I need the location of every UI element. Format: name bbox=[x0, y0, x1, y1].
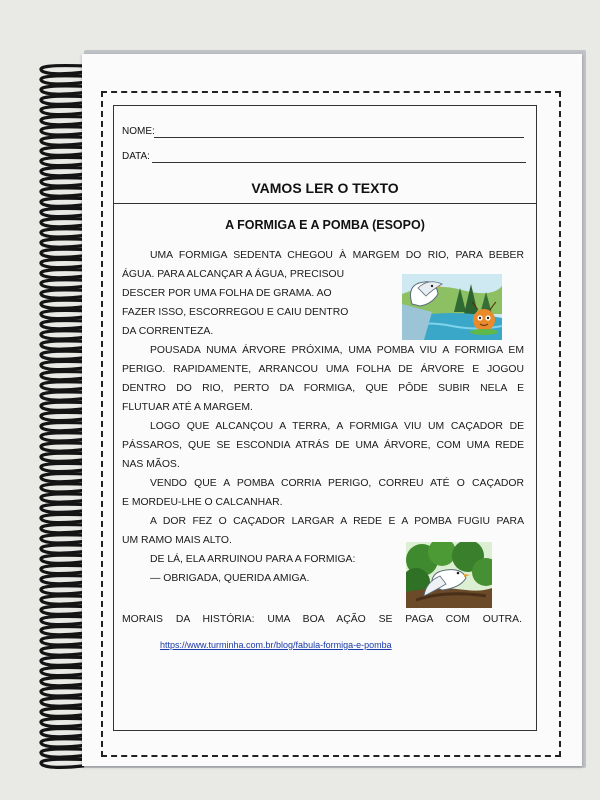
story-line: DENTRO DO RIO, PERTO DA FORMIGA, QUE PÔDE SUBIR NELA E bbox=[122, 383, 524, 394]
spiral-coil bbox=[41, 474, 86, 482]
spiral-coil bbox=[41, 718, 86, 726]
spiral-coil bbox=[41, 341, 86, 349]
spiral-coil bbox=[41, 698, 86, 706]
spiral-coil bbox=[41, 117, 86, 125]
spiral-coil bbox=[41, 637, 86, 645]
spiral-coil bbox=[41, 127, 86, 135]
spiral-coil bbox=[41, 739, 86, 747]
spiral-coil bbox=[41, 678, 86, 686]
dove-on-tree-illustration bbox=[406, 542, 492, 608]
spiral-coil bbox=[41, 351, 86, 359]
spiral-coil bbox=[41, 729, 86, 737]
spiral-coil bbox=[41, 270, 86, 278]
spiral-coil bbox=[41, 484, 86, 492]
story-line: ÁGUA. PARA ALCANÇAR A ÁGUA, PRECISOU bbox=[122, 269, 345, 280]
spiral-coil bbox=[41, 627, 86, 635]
spiral-coil bbox=[41, 433, 86, 441]
spiral-coil bbox=[41, 392, 86, 400]
worksheet-page bbox=[82, 54, 582, 766]
spiral-coil bbox=[41, 229, 86, 237]
story-moral: MORAIS DA HISTÓRIA: UMA BOA AÇÃO SE PAGA COM OUTRA. bbox=[122, 614, 522, 625]
spiral-coil bbox=[41, 76, 86, 84]
spiral-coil bbox=[41, 616, 86, 624]
spiral-coil bbox=[41, 545, 86, 553]
source-link[interactable]: https://www.turminha.com.br/blog/fabula-formiga-e-pomba bbox=[160, 640, 392, 650]
spiral-coil bbox=[41, 514, 86, 522]
story-line: — OBRIGADA, QUERIDA AMIGA. bbox=[150, 573, 310, 584]
spiral-coil bbox=[41, 565, 86, 573]
spiral-coil bbox=[41, 259, 86, 267]
spiral-coil bbox=[41, 382, 86, 390]
date-field-line[interactable] bbox=[152, 162, 526, 163]
spiral-coil bbox=[41, 708, 86, 716]
spiral-coil bbox=[41, 647, 86, 655]
spiral-coil bbox=[41, 525, 86, 533]
spiral-coil bbox=[41, 657, 86, 665]
story-line: DA CORRENTEZA. bbox=[122, 326, 214, 337]
story-line: UM RAMO MAIS ALTO. bbox=[122, 535, 232, 546]
spiral-coil bbox=[41, 463, 86, 471]
spiral-coil bbox=[41, 178, 86, 186]
spiral-coil bbox=[41, 86, 86, 94]
story-line: LOGO QUE ALCANÇOU A TERRA, A FORMIGA VIU UM CAÇADOR DE bbox=[150, 421, 524, 432]
spiral-coil bbox=[41, 555, 86, 563]
spiral-coil bbox=[41, 219, 86, 227]
story-line: A DOR FEZ O CAÇADOR LARGAR A REDE E A POMBA FUGIU PARA bbox=[150, 516, 524, 527]
spiral-coil bbox=[41, 423, 86, 431]
spiral-coil bbox=[41, 208, 86, 216]
spiral-coil bbox=[41, 310, 86, 318]
story-line: PÁSSAROS, QUE SE ESCONDIA ATRÁS DE UMA ÁRVORE, COM UMA REDE bbox=[122, 440, 524, 451]
spiral-coil bbox=[41, 535, 86, 543]
spiral-coil bbox=[41, 106, 86, 114]
section-divider bbox=[114, 203, 536, 204]
story-line: E MORDEU-LHE O CALCANHAR. bbox=[122, 497, 283, 508]
spiral-coil bbox=[41, 321, 86, 329]
name-field-line[interactable] bbox=[154, 137, 524, 138]
story-line: POUSADA NUMA ÁRVORE PRÓXIMA, UMA POMBA VIU A FORMIGA EM bbox=[150, 345, 524, 356]
story-line: VENDO QUE A POMBA CORRIA PERIGO, CORREU ATÉ O CAÇADOR bbox=[150, 478, 524, 489]
section-title: VAMOS LER O TEXTO bbox=[251, 180, 399, 196]
spiral-coil bbox=[41, 198, 86, 206]
content-box bbox=[113, 105, 537, 731]
spiral-coil bbox=[41, 137, 86, 145]
dove-ant-river-illustration bbox=[402, 274, 502, 340]
spiral-coil bbox=[41, 412, 86, 420]
spiral-coil bbox=[41, 688, 86, 696]
spiral-coil bbox=[41, 749, 86, 757]
story-line: FLUTUAR ATÉ A MARGEM. bbox=[122, 402, 253, 413]
date-label: DATA: bbox=[122, 151, 150, 162]
spiral-coil bbox=[41, 96, 86, 104]
spiral-coil bbox=[41, 606, 86, 614]
spiral-coil bbox=[41, 443, 86, 451]
story-line: FAZER ISSO, ESCORREGOU E CAIU DENTRO bbox=[122, 307, 349, 318]
spiral-coil bbox=[41, 280, 86, 288]
spiral-coil bbox=[41, 290, 86, 298]
spiral-coil bbox=[41, 667, 86, 675]
story-title: A FORMIGA E A POMBA (ESOPO) bbox=[225, 218, 425, 232]
spiral-coil bbox=[41, 239, 86, 247]
story-line: UMA FORMIGA SEDENTA CHEGOU À MARGEM DO RIO, PARA BEBER bbox=[150, 250, 524, 261]
spiral-coil bbox=[41, 66, 86, 74]
spiral-coil bbox=[41, 249, 86, 257]
story-line: DE LÁ, ELA ARRUINOU PARA A FORMIGA: bbox=[150, 554, 356, 565]
spiral-coil bbox=[41, 361, 86, 369]
story-line: NAS MÃOS. bbox=[122, 459, 180, 470]
spiral-coil bbox=[41, 300, 86, 308]
spiral-coil bbox=[41, 453, 86, 461]
spiral-coil bbox=[41, 586, 86, 594]
name-label: NOME: bbox=[122, 126, 155, 137]
spiral-coil bbox=[41, 188, 86, 196]
spiral-coil bbox=[41, 494, 86, 502]
spiral-coil bbox=[41, 576, 86, 584]
spiral-coil bbox=[41, 759, 86, 767]
story-line: DESCER POR UMA FOLHA DE GRAMA. AO bbox=[122, 288, 332, 299]
spiral-coil bbox=[41, 596, 86, 604]
spiral-coil bbox=[41, 372, 86, 380]
spiral-coil bbox=[41, 331, 86, 339]
spiral-coil bbox=[41, 504, 86, 512]
spiral-coil bbox=[41, 157, 86, 165]
story-line: PERIGO. RAPIDAMENTE, ARRANCOU UMA FOLHA DE ÁRVORE E JOGOU bbox=[122, 364, 524, 375]
spiral-coil bbox=[41, 147, 86, 155]
spiral-coil bbox=[41, 402, 86, 410]
spiral-coil bbox=[41, 168, 86, 176]
